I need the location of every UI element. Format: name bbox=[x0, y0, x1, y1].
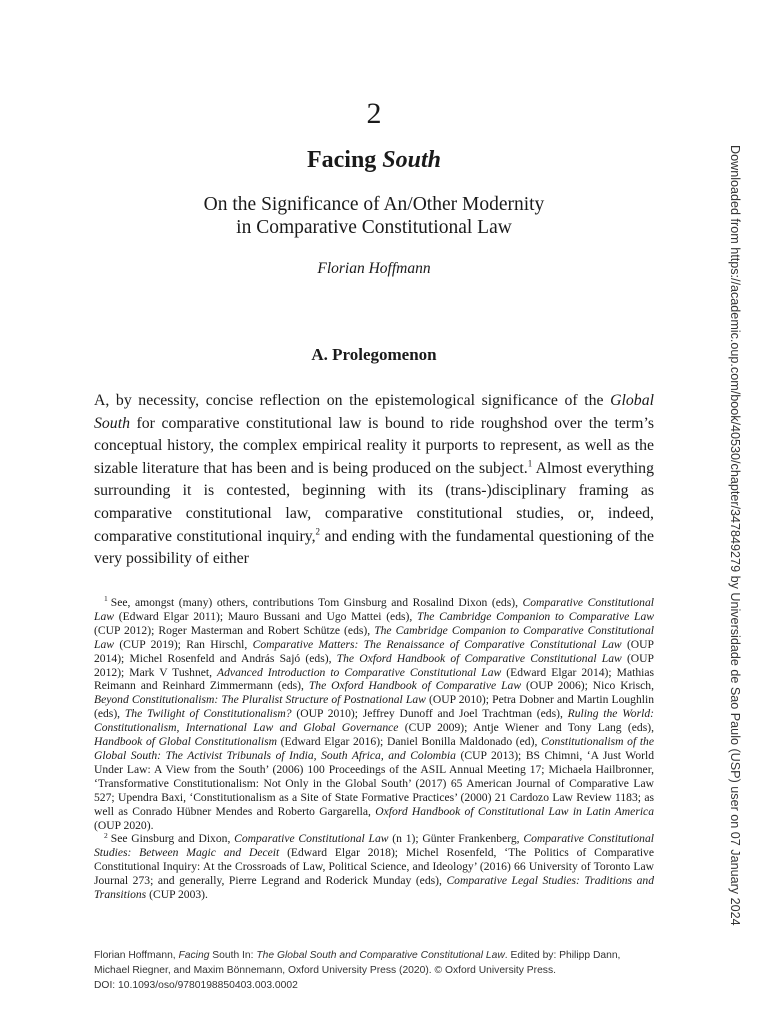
author-name: Florian Hoffmann bbox=[317, 260, 431, 277]
footnote-text: (OUP 2010); Petra Dobner and Martin Loughlin (eds), bbox=[94, 693, 654, 721]
citation-text: Florian Hoffmann, bbox=[94, 950, 179, 961]
body-text: for comparative constitutional law is bound to ride roughshod over the term’s conceptual history, the complex empirical reality it purports to represent, as well as the sizable literature that has been and is being produced on the subject. bbox=[94, 414, 654, 477]
footnotes bbox=[94, 596, 654, 902]
body-text: A, by necessity, concise reflection on the epistemological significance of the bbox=[94, 392, 611, 409]
body-text: and ending with the fundamental questioning of the very possibility of either bbox=[94, 527, 654, 568]
footnote-title: The Oxford Handbook of Comparative Law bbox=[308, 679, 522, 693]
footnote-text: (CUP 2003). bbox=[146, 888, 208, 902]
footnote-title: Comparative Constitutional Law bbox=[234, 832, 389, 846]
footnote-text: (OUP 2010); Jeffrey Dunoff and Joel Trachtman (eds), bbox=[291, 707, 568, 721]
footnote-title: Beyond Constitutionalism: The Pluralist Structure of Postnational Law bbox=[94, 693, 426, 707]
citation-title: The Global South and Comparative Constitutional Law bbox=[256, 950, 505, 961]
subtitle-line-2: in Comparative Constitutional Law bbox=[236, 217, 512, 238]
footnote-1 bbox=[94, 596, 654, 832]
footnote-text: See Ginsburg and Dixon, bbox=[110, 832, 235, 846]
body-text: Almost everything surrounding it is contested, beginning with its (trans-)disciplinary framing as comparative constitutional law, comparative constitutional studies, or, indeed, comparative constitutional inquiry, bbox=[94, 459, 654, 545]
footnote-text: (Edward Elgar 2011); Mauro Bussani and Ugo Mattei (eds), bbox=[113, 609, 418, 623]
download-watermark: Downloaded from https://academic.oup.com/book/40530/chapter/347849279 by Universidade de Sao Paulo (USP) user on 07 January 2024 bbox=[728, 145, 742, 926]
footnote-number: 1 bbox=[104, 594, 108, 604]
citation-doi[interactable]: DOI: 10.1093/oso/9780198850403.003.0002 bbox=[94, 980, 298, 992]
footnote-title: Comparative Constitutional Law bbox=[94, 596, 654, 623]
footnote-2 bbox=[94, 832, 654, 902]
footnote-text: (OUP 2006); Nico Krisch, bbox=[521, 679, 654, 693]
chapter-title-italic: South bbox=[382, 147, 442, 173]
footnote-text: (OUP 2020). bbox=[94, 818, 154, 832]
chapter-citation bbox=[94, 948, 694, 994]
footnote-title: Comparative Legal Studies: Traditions and Transitions bbox=[94, 874, 654, 902]
footnote-text: (Edward Elgar 2014); Mathias Reimann and Reinhard Zimmermann (eds), bbox=[94, 665, 654, 693]
chapter-title-plain: Facing bbox=[306, 147, 383, 173]
chapter-title bbox=[0, 144, 748, 176]
footnote-title: Oxford Handbook of Constitutional Law in Latin America bbox=[375, 804, 655, 818]
footnote-text: (Edward Elgar 2016); Daniel Bonilla Maldonado (ed), bbox=[276, 735, 542, 749]
citation-text: South In: bbox=[209, 950, 257, 961]
footnote-title: Ruling the World: Constitutionalism, International Law and Global Governance bbox=[94, 707, 654, 735]
footnote-text: (n 1); Günter Frankenberg, bbox=[388, 832, 524, 846]
footnote-title: Comparative Constitutional Studies: Between Magic and Deceit bbox=[94, 832, 654, 860]
footnote-text: (CUP 2009); Antje Wiener and Tony Lang (eds), bbox=[398, 721, 654, 735]
footnote-title: The Oxford Handbook of Comparative Constitutional Law bbox=[336, 651, 622, 665]
footnote-number: 2 bbox=[104, 830, 108, 840]
citation-text: . Edited by: Philipp Dann, bbox=[504, 950, 621, 961]
body-paragraph bbox=[94, 390, 654, 571]
chapter-subtitle bbox=[0, 193, 748, 239]
footnote-title: The Twilight of Constitutionalism? bbox=[124, 707, 292, 721]
citation-line-1 bbox=[94, 948, 694, 963]
footnote-text: (CUP 2012); Roger Masterman and Robert Schütze (eds), bbox=[94, 623, 375, 637]
footnote-title: Advanced Introduction to Comparative Constitutional Law bbox=[217, 665, 502, 679]
footnote-title: Constitutionalism of the Global South: The Activist Tribunals of India, South Africa, and Colombia bbox=[94, 735, 655, 762]
footnote-text: See, amongst (many) others, contributions Tom Ginsburg and Rosalind Dixon (eds), bbox=[110, 596, 523, 609]
citation-title: Facing bbox=[178, 950, 210, 961]
footnote-text: (CUP 2019); Ran Hirschl, bbox=[113, 637, 253, 651]
body-emphasis: Global South bbox=[94, 392, 654, 432]
footnote-ref-2[interactable]: 2 bbox=[315, 526, 321, 537]
subtitle-line-1: On the Significance of An/Other Modernity bbox=[203, 194, 545, 215]
footnote-title: Handbook of Global Constitutionalism bbox=[94, 735, 277, 749]
footnote-title: The Cambridge Companion to Comparative Constitutional Law bbox=[94, 623, 654, 651]
footnote-title: Comparative Matters: The Renaissance of Comparative Constitutional Law bbox=[252, 637, 622, 651]
footnote-title: The Cambridge Companion to Comparative Law bbox=[417, 609, 654, 623]
citation-line-2: Michael Riegner, and Maxim Bönnemann, Oxford University Press (2020). © Oxford University Press. bbox=[94, 965, 556, 977]
section-heading: A. Prolegomenon bbox=[311, 345, 437, 364]
footnote-ref-1[interactable]: 1 bbox=[527, 458, 533, 469]
footnote-text: (Edward Elgar 2018); Michel Rosenfeld, ‘The Politics of Comparative Constitutional Inquiry: At the Crossroads of Law, Political Science, and Ideology’ (2016) 66 University of Toronto Law Journal 273; and generally, Pierre Legrand and Roderick Munday (eds), bbox=[94, 846, 654, 888]
footnote-text: (OUP 2012); Mark V Tushnet, bbox=[94, 651, 655, 679]
chapter-number: 2 bbox=[366, 97, 382, 130]
footnote-text: (CUP 2013); BS Chimni, ‘A Just World Under Law: A View from the South’ (2006) 100 Proceedings of the ASIL Annual Meeting 17; Michaela Hailbronner, ‘Transformative Constitutionalism: Not Only in the Global South’ (2017) 65 American Journal of Comparative Law 527; Upendra Baxi, ‘Constitutionalism as a Site of State Formative Practices’ (2000) 21 Cardozo Law Review 1183; as well as Conrado Hübner Mendes and Roberto Gargarella, bbox=[94, 748, 654, 818]
footnote-text: (OUP 2014); Michel Rosenfeld and András Sajó (eds), bbox=[94, 637, 654, 665]
